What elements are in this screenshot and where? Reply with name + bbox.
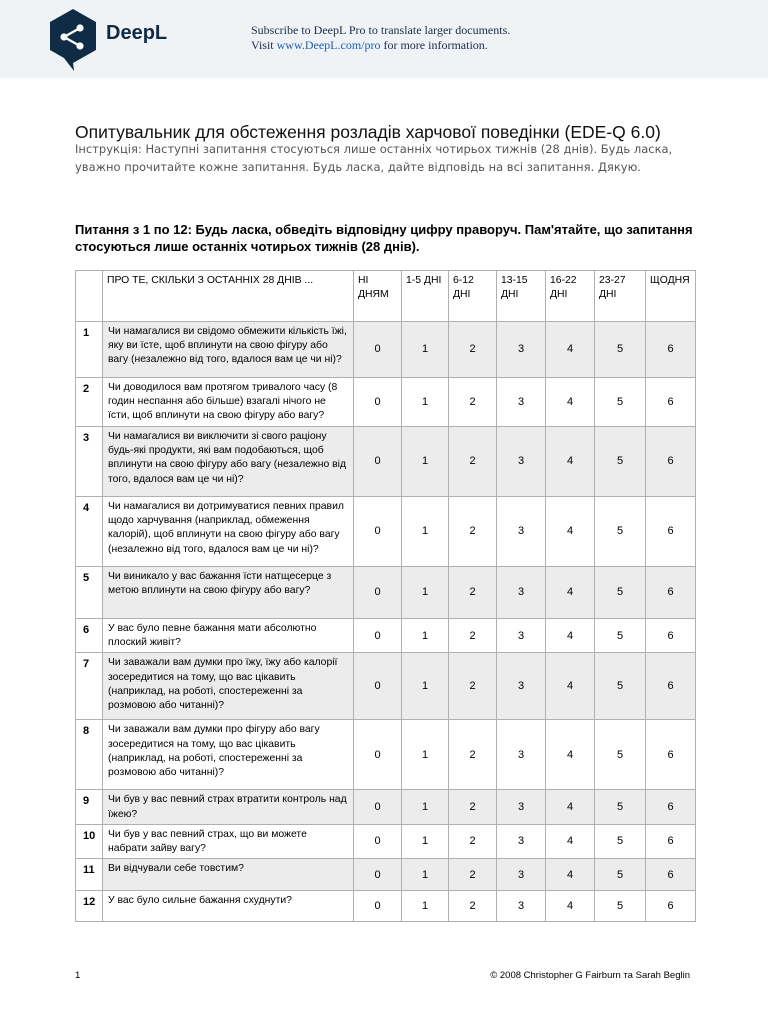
question-number: 1 xyxy=(76,322,103,378)
answer-option[interactable]: 5 xyxy=(595,619,646,653)
answer-option[interactable]: 3 xyxy=(497,653,546,720)
page-number: 1 xyxy=(75,970,81,981)
answer-option[interactable]: 6 xyxy=(646,720,696,790)
answer-option[interactable]: 4 xyxy=(546,653,595,720)
instructions-text: Інструкція: Наступні запитання стосуються лише останніх чотирьох тижнів (28 днів). Будь ласка, уважно прочитайте кожне запитання. Будь ласка, дайте відповідь на всі запитання. Дякую. xyxy=(75,142,673,174)
answer-option[interactable]: 1 xyxy=(402,653,449,720)
answer-option[interactable]: 3 xyxy=(497,859,546,891)
answer-option[interactable]: 6 xyxy=(646,322,696,378)
answer-option[interactable]: 1 xyxy=(402,427,449,497)
answer-option[interactable]: 1 xyxy=(402,720,449,790)
question-text: У вас було сильне бажання схуднути? xyxy=(103,891,354,922)
table-row xyxy=(76,891,696,922)
copyright-text: © 2008 Christopher G Fairburn та Sarah Beglin xyxy=(490,970,690,981)
answer-option[interactable]: 0 xyxy=(354,790,402,824)
answer-option[interactable]: 5 xyxy=(595,567,646,619)
header-num-cell xyxy=(76,271,103,322)
answer-option[interactable]: 6 xyxy=(646,619,696,653)
answer-option[interactable]: 6 xyxy=(646,824,696,858)
answer-option[interactable]: 0 xyxy=(354,720,402,790)
deepl-logo-icon[interactable] xyxy=(48,8,98,72)
answer-option[interactable]: 5 xyxy=(595,859,646,891)
answer-option[interactable]: 1 xyxy=(402,891,449,922)
answer-option[interactable]: 3 xyxy=(497,427,546,497)
header-col-3: 13-15 ДНІ xyxy=(497,271,546,322)
answer-option[interactable]: 4 xyxy=(546,859,595,891)
question-number: 3 xyxy=(76,427,103,497)
answer-option[interactable]: 4 xyxy=(546,567,595,619)
answer-option[interactable]: 2 xyxy=(449,567,497,619)
answer-option[interactable]: 5 xyxy=(595,891,646,922)
answer-option[interactable]: 3 xyxy=(497,619,546,653)
brand-name[interactable]: DeepL xyxy=(106,22,168,44)
promo-text xyxy=(251,23,510,53)
answer-option[interactable]: 2 xyxy=(449,619,497,653)
answer-option[interactable]: 6 xyxy=(646,891,696,922)
answer-option[interactable]: 1 xyxy=(402,790,449,824)
answer-option[interactable]: 4 xyxy=(546,891,595,922)
header-col-0: НІ ДНЯМ xyxy=(354,271,402,322)
answer-option[interactable]: 2 xyxy=(449,427,497,497)
question-text: У вас було певне бажання мати абсолютно плоский живіт? xyxy=(103,619,354,653)
answer-option[interactable]: 5 xyxy=(595,790,646,824)
section-heading: Питання з 1 по 12: Будь ласка, обведіть відповідну цифру праворуч. Пам'ятайте, що запитання стосуються лише останніх чотирьох тижнів (28 днів). xyxy=(75,222,693,254)
table-row xyxy=(76,619,696,653)
table-row xyxy=(76,790,696,824)
answer-option[interactable]: 5 xyxy=(595,824,646,858)
answer-option[interactable]: 6 xyxy=(646,859,696,891)
answer-option[interactable]: 4 xyxy=(546,619,595,653)
answer-option[interactable]: 6 xyxy=(646,567,696,619)
answer-option[interactable]: 1 xyxy=(402,619,449,653)
table-header-row xyxy=(76,271,696,322)
answer-option[interactable]: 0 xyxy=(354,567,402,619)
answer-option[interactable]: 3 xyxy=(497,322,546,378)
question-text: Чи доводилося вам протягом тривалого часу (8 годин неспання або більше) взагалі нічого не їсти, щоб вплинути на свою фігуру або вагу? xyxy=(103,378,354,427)
answer-option[interactable]: 3 xyxy=(497,497,546,567)
answer-option[interactable]: 2 xyxy=(449,653,497,720)
promo-rest: for more information. xyxy=(383,38,488,52)
answer-option[interactable]: 1 xyxy=(402,859,449,891)
header-col-1: 1-5 ДНІ xyxy=(402,271,449,322)
question-text: Чи був у вас певний страх, що ви можете набрати зайву вагу? xyxy=(103,824,354,858)
answer-option[interactable]: 2 xyxy=(449,859,497,891)
deepl-pro-link[interactable]: www.DeepL.com/pro xyxy=(276,38,381,52)
answer-option[interactable]: 5 xyxy=(595,427,646,497)
answer-option[interactable]: 1 xyxy=(402,378,449,427)
header-col-4: 16-22 ДНІ xyxy=(546,271,595,322)
answer-option[interactable]: 2 xyxy=(449,497,497,567)
header-col-2: 6-12 ДНІ xyxy=(449,271,497,322)
answer-option[interactable]: 4 xyxy=(546,322,595,378)
answer-option[interactable]: 1 xyxy=(402,497,449,567)
promo-line2 xyxy=(251,38,510,53)
table-row xyxy=(76,378,696,427)
answer-option[interactable]: 3 xyxy=(497,378,546,427)
answer-option[interactable]: 5 xyxy=(595,653,646,720)
answer-option[interactable]: 3 xyxy=(497,824,546,858)
question-number: 4 xyxy=(76,497,103,567)
promo-visit: Visit xyxy=(251,38,274,52)
questionnaire-table xyxy=(75,270,696,922)
table-row xyxy=(76,653,696,720)
answer-option[interactable]: 5 xyxy=(595,720,646,790)
answer-option[interactable]: 4 xyxy=(546,720,595,790)
question-number: 9 xyxy=(76,790,103,824)
question-text: Чи заважали вам думки про фігуру або вагу зосередитися на тому, що вас цікавить (наприклад, на роботі, спостереженні за розмовою або читанні)? xyxy=(103,720,354,790)
answer-option[interactable]: 2 xyxy=(449,891,497,922)
answer-option[interactable]: 3 xyxy=(497,567,546,619)
answer-option[interactable]: 6 xyxy=(646,790,696,824)
answer-option[interactable]: 3 xyxy=(497,790,546,824)
answer-option[interactable]: 0 xyxy=(354,653,402,720)
question-text: Чи заважали вам думки про їжу, їжу або калорії зосередитися на тому, що вас цікавить (наприклад, на роботі, спостереженні за розмовою або читанні)? xyxy=(103,653,354,720)
table-row xyxy=(76,720,696,790)
question-text: Чи намагалися ви дотримуватися певних правил щодо харчування (наприклад, обмеження калорій), щоб вплинути на свою фігуру або вагу (незалежно від того, вдалося вам це чи ні)? xyxy=(103,497,354,567)
table-row xyxy=(76,824,696,858)
answer-option[interactable]: 2 xyxy=(449,790,497,824)
answer-option[interactable]: 2 xyxy=(449,378,497,427)
question-number: 8 xyxy=(76,720,103,790)
answer-option[interactable]: 0 xyxy=(354,619,402,653)
question-text: Чи виникало у вас бажання їсти натщесерце з метою вплинути на свою фігуру або вагу? xyxy=(103,567,354,619)
answer-option[interactable]: 0 xyxy=(354,891,402,922)
question-text: Чи намагалися ви виключити зі свого раціону будь-які продукти, які вам подобаються, щоб вплинути на свою фігуру або вагу (незалежно від того, вдалося вам це чи ні)? xyxy=(103,427,354,497)
answer-option[interactable]: 0 xyxy=(354,859,402,891)
question-number: 11 xyxy=(76,859,103,891)
question-text: Ви відчували себе товстим? xyxy=(103,859,354,891)
answer-option[interactable]: 3 xyxy=(497,720,546,790)
answer-option[interactable]: 6 xyxy=(646,653,696,720)
question-number: 10 xyxy=(76,824,103,858)
promo-line1: Subscribe to DeepL Pro to translate larger documents. xyxy=(251,23,511,37)
question-number: 12 xyxy=(76,891,103,922)
table-row xyxy=(76,567,696,619)
question-number: 6 xyxy=(76,619,103,653)
answer-option[interactable]: 5 xyxy=(595,378,646,427)
answer-option[interactable]: 6 xyxy=(646,497,696,567)
question-text: Чи був у вас певний страх втратити контроль над їжею? xyxy=(103,790,354,824)
answer-option[interactable]: 0 xyxy=(354,378,402,427)
table-row xyxy=(76,427,696,497)
table-row xyxy=(76,859,696,891)
header-question: ПРО ТЕ, СКІЛЬКИ З ОСТАННІХ 28 ДНІВ ... xyxy=(103,271,354,322)
answer-option[interactable]: 6 xyxy=(646,378,696,427)
document-title: Опитувальник для обстеження розладів харчової поведінки (EDE-Q 6.0) xyxy=(75,122,661,142)
question-text: Чи намагалися ви свідомо обмежити кількість їжі, яку ви їсте, щоб вплинути на свою фігуру або вагу (незалежно від того, вдалося вам це чи ні)? xyxy=(103,322,354,378)
answer-option[interactable]: 4 xyxy=(546,497,595,567)
answer-option[interactable]: 4 xyxy=(546,378,595,427)
answer-option[interactable]: 1 xyxy=(402,322,449,378)
answer-option[interactable]: 0 xyxy=(354,497,402,567)
answer-option[interactable]: 5 xyxy=(595,497,646,567)
answer-option[interactable]: 4 xyxy=(546,824,595,858)
answer-option[interactable]: 4 xyxy=(546,790,595,824)
answer-option[interactable]: 6 xyxy=(646,427,696,497)
answer-option[interactable]: 2 xyxy=(449,720,497,790)
answer-option[interactable]: 1 xyxy=(402,824,449,858)
answer-option[interactable]: 4 xyxy=(546,427,595,497)
table-row xyxy=(76,497,696,567)
question-number: 2 xyxy=(76,378,103,427)
answer-option[interactable]: 2 xyxy=(449,824,497,858)
answer-option[interactable]: 0 xyxy=(354,824,402,858)
answer-option[interactable]: 2 xyxy=(449,322,497,378)
question-number: 7 xyxy=(76,653,103,720)
answer-option[interactable]: 0 xyxy=(354,427,402,497)
answer-option[interactable]: 3 xyxy=(497,891,546,922)
deepl-banner xyxy=(0,0,768,78)
question-number: 5 xyxy=(76,567,103,619)
answer-option[interactable]: 0 xyxy=(354,322,402,378)
table-row xyxy=(76,322,696,378)
header-col-5: 23-27 ДНІ xyxy=(595,271,646,322)
header-col-6: ЩОДНЯ xyxy=(646,271,696,322)
answer-option[interactable]: 1 xyxy=(402,567,449,619)
answer-option[interactable]: 5 xyxy=(595,322,646,378)
